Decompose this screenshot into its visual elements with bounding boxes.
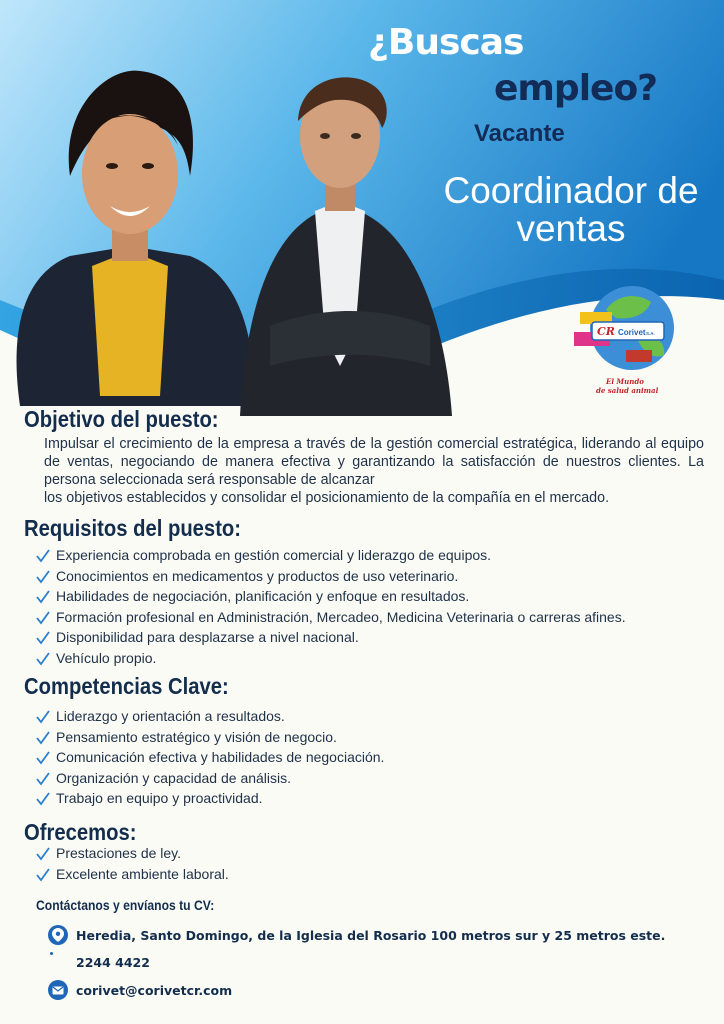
- list-item: [36, 768, 384, 789]
- list-item-text: Pensamiento estratégico y visión de negocio.: [56, 728, 337, 745]
- headline-line2: empleo?: [494, 68, 658, 109]
- requisitos-list: [36, 545, 626, 669]
- vacancy-label: Vacante: [474, 120, 565, 147]
- contact-address: [48, 924, 665, 946]
- address-text: Heredia, Santo Domingo, de la Iglesia del Rosario 100 metros sur y 25 metros este.: [76, 927, 666, 943]
- check-icon: [36, 772, 50, 786]
- list-item: [36, 566, 626, 587]
- mail-icon: [48, 980, 68, 1000]
- list-item-text: Formación profesional en Administración, Mercadeo, Medicina Veterinaria o carreras afines.: [56, 608, 626, 625]
- list-item: [36, 864, 229, 885]
- contact-phone: [48, 951, 150, 973]
- list-item: [36, 788, 384, 809]
- list-item: [36, 545, 626, 566]
- list-item-text: Comunicación efectiva y habilidades de negociación.: [56, 749, 385, 766]
- check-icon: [36, 631, 50, 645]
- check-icon: [36, 731, 50, 745]
- check-icon: [36, 652, 50, 666]
- list-item: [36, 747, 384, 768]
- phone-icon: [48, 952, 68, 972]
- location-pin-icon: [48, 925, 68, 945]
- check-icon: [36, 868, 50, 882]
- svg-text:de salud animal: de salud animal: [596, 386, 659, 395]
- list-item-text: Liderazgo y orientación a resultados.: [56, 708, 285, 724]
- headline-line1: ¿Buscas: [368, 22, 524, 63]
- list-item: [36, 706, 384, 727]
- email-link[interactable]: corivet@corivetcr.com: [76, 982, 233, 998]
- list-item-text: Trabajo en equipo y proactividad.: [56, 790, 263, 807]
- corivet-logo: [566, 280, 682, 400]
- check-icon: [36, 751, 50, 765]
- job-title: [426, 172, 716, 248]
- check-icon: [36, 847, 50, 861]
- list-item-text: Habilidades de negociación, planificación y enfoque en resultados.: [56, 588, 470, 605]
- job-title-line1: Coordinador de: [443, 170, 699, 211]
- list-item: [36, 607, 626, 628]
- list-item-text: Excelente ambiente laboral.: [56, 865, 229, 882]
- list-item-text: Conocimientos en medicamentos y productos de uso veterinario.: [56, 567, 459, 584]
- ofrecemos-list: [36, 843, 229, 884]
- objetivo-title: Objetivo del puesto:: [24, 406, 219, 432]
- list-item: [36, 727, 384, 748]
- contact-email: [48, 979, 232, 1001]
- check-icon: [36, 570, 50, 584]
- objetivo-text-last: los objetivos establecidos y consolidar el posicionamiento de la compañía en el mercado.: [44, 490, 610, 506]
- requisitos-title: Requisitos del puesto:: [24, 515, 242, 541]
- list-item-text: Disponibilidad para desplazarse a nivel nacional.: [56, 629, 359, 646]
- svg-text:El Mundo: El Mundo: [606, 377, 644, 386]
- svg-text:Corivet: Corivet: [618, 328, 646, 337]
- job-title-line2: ventas: [516, 208, 626, 249]
- competencias-title: Competencias Clave:: [24, 673, 229, 699]
- list-item-text: Organización y capacidad de análisis.: [56, 769, 292, 786]
- check-icon: [36, 792, 50, 806]
- objetivo-text: Impulsar el crecimiento de la empresa a través de la gestión comercial estratégica, liderando al equipo de ventas, negociando de manera efectiva y garantizando la satisfacción de nuestros clientes. La persona seleccionada será responsable de alcanzar: [44, 436, 704, 488]
- competencias-list: [36, 706, 384, 809]
- list-item-text: Vehículo propio.: [56, 649, 157, 666]
- svg-text:S.A.: S.A.: [646, 331, 655, 336]
- check-icon: [36, 590, 50, 604]
- ofrecemos-title: Ofrecemos:: [24, 819, 137, 845]
- check-icon: [36, 710, 50, 724]
- list-item: [36, 843, 229, 864]
- list-item: [36, 627, 626, 648]
- list-item: [36, 586, 626, 607]
- contact-title: Contáctanos y envíanos tu CV:: [36, 898, 215, 913]
- list-item: [36, 648, 626, 669]
- check-icon: [36, 611, 50, 625]
- svg-text:CR: CR: [597, 325, 615, 338]
- check-icon: [36, 549, 50, 563]
- list-item-text: Experiencia comprobada en gestión comercial y liderazgo de equipos.: [56, 547, 492, 563]
- list-item-text: Prestaciones de ley.: [56, 845, 182, 861]
- phone-text: 2244 4422: [76, 954, 150, 970]
